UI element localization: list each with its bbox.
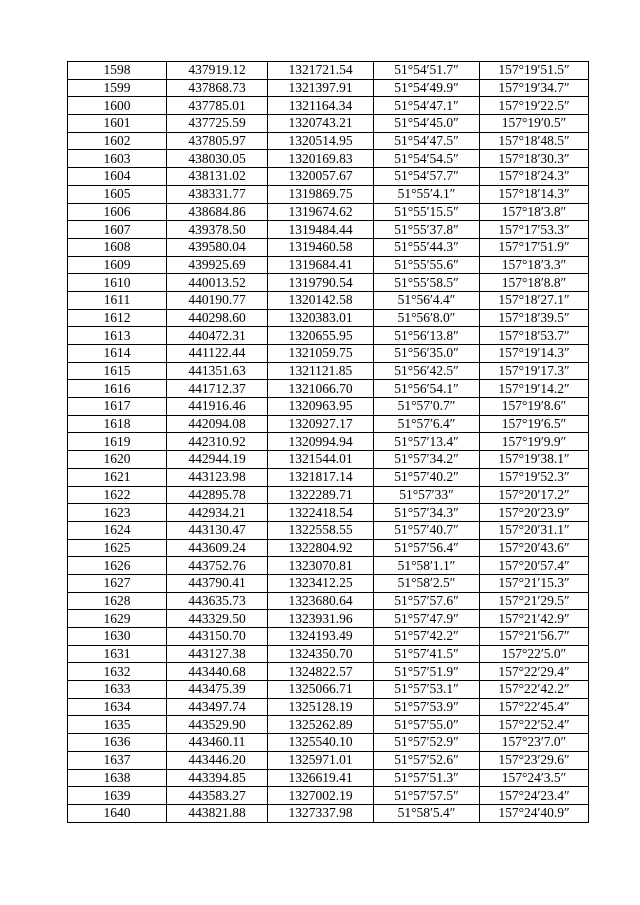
coordinates-table: [67, 61, 589, 823]
latitude-cell: 51°57′53.1″: [374, 681, 480, 699]
point-number-cell: 1631: [68, 645, 167, 663]
y-coordinate-cell: 1320927.17: [268, 415, 374, 433]
y-coordinate-cell: 1324822.57: [268, 663, 374, 681]
latitude-cell: 51°56′13.8″: [374, 327, 480, 345]
table-row: [68, 486, 589, 504]
point-number-cell: 1628: [68, 592, 167, 610]
y-coordinate-cell: 1319674.62: [268, 203, 374, 221]
longitude-cell: 157°19′0.5″: [480, 115, 589, 133]
y-coordinate-cell: 1321164.34: [268, 97, 374, 115]
longitude-cell: 157°19′22.5″: [480, 97, 589, 115]
longitude-cell: 157°19′34.7″: [480, 79, 589, 97]
y-coordinate-cell: 1320142.58: [268, 291, 374, 309]
y-coordinate-cell: 1323680.64: [268, 592, 374, 610]
y-coordinate-cell: 1319460.58: [268, 238, 374, 256]
y-coordinate-cell: 1324350.70: [268, 645, 374, 663]
latitude-cell: 51°57′57.6″: [374, 592, 480, 610]
y-coordinate-cell: 1327002.19: [268, 787, 374, 805]
point-number-cell: 1639: [68, 787, 167, 805]
latitude-cell: 51°56′35.0″: [374, 345, 480, 363]
longitude-cell: 157°17′53.3″: [480, 221, 589, 239]
y-coordinate-cell: 1320169.83: [268, 150, 374, 168]
latitude-cell: 51°57′53.9″: [374, 698, 480, 716]
x-coordinate-cell: 443127.38: [167, 645, 268, 663]
table-row: [68, 521, 589, 539]
longitude-cell: 157°18′27.1″: [480, 291, 589, 309]
point-number-cell: 1623: [68, 504, 167, 522]
longitude-cell: 157°22′5.0″: [480, 645, 589, 663]
x-coordinate-cell: 443790.41: [167, 574, 268, 592]
longitude-cell: 157°21′56.7″: [480, 628, 589, 646]
point-number-cell: 1599: [68, 79, 167, 97]
point-number-cell: 1598: [68, 62, 167, 80]
longitude-cell: 157°18′24.3″: [480, 168, 589, 186]
x-coordinate-cell: 441351.63: [167, 362, 268, 380]
x-coordinate-cell: 443440.68: [167, 663, 268, 681]
x-coordinate-cell: 443497.74: [167, 698, 268, 716]
longitude-cell: 157°17′51.9″: [480, 238, 589, 256]
point-number-cell: 1607: [68, 221, 167, 239]
x-coordinate-cell: 442094.08: [167, 415, 268, 433]
point-number-cell: 1640: [68, 804, 167, 822]
latitude-cell: 51°54′51.7″: [374, 62, 480, 80]
point-number-cell: 1632: [68, 663, 167, 681]
point-number-cell: 1602: [68, 132, 167, 150]
point-number-cell: 1620: [68, 451, 167, 469]
latitude-cell: 51°55′37.8″: [374, 221, 480, 239]
table-row: [68, 734, 589, 752]
point-number-cell: 1603: [68, 150, 167, 168]
point-number-cell: 1629: [68, 610, 167, 628]
x-coordinate-cell: 442934.21: [167, 504, 268, 522]
latitude-cell: 51°57′40.7″: [374, 521, 480, 539]
x-coordinate-cell: 443752.76: [167, 557, 268, 575]
table-row: [68, 769, 589, 787]
latitude-cell: 51°57′47.9″: [374, 610, 480, 628]
table-row: [68, 221, 589, 239]
latitude-cell: 51°58′1.1″: [374, 557, 480, 575]
x-coordinate-cell: 438030.05: [167, 150, 268, 168]
longitude-cell: 157°21′42.9″: [480, 610, 589, 628]
y-coordinate-cell: 1319869.75: [268, 185, 374, 203]
y-coordinate-cell: 1319484.44: [268, 221, 374, 239]
latitude-cell: 51°57′41.5″: [374, 645, 480, 663]
y-coordinate-cell: 1320383.01: [268, 309, 374, 327]
table-row: [68, 557, 589, 575]
table-row: [68, 362, 589, 380]
point-number-cell: 1604: [68, 168, 167, 186]
y-coordinate-cell: 1322418.54: [268, 504, 374, 522]
longitude-cell: 157°24′23.4″: [480, 787, 589, 805]
longitude-cell: 157°18′14.3″: [480, 185, 589, 203]
x-coordinate-cell: 440472.31: [167, 327, 268, 345]
y-coordinate-cell: 1321066.70: [268, 380, 374, 398]
y-coordinate-cell: 1320655.95: [268, 327, 374, 345]
point-number-cell: 1637: [68, 751, 167, 769]
y-coordinate-cell: 1324193.49: [268, 628, 374, 646]
table-row: [68, 256, 589, 274]
table-row: [68, 398, 589, 416]
x-coordinate-cell: 443150.70: [167, 628, 268, 646]
longitude-cell: 157°23′7.0″: [480, 734, 589, 752]
point-number-cell: 1638: [68, 769, 167, 787]
longitude-cell: 157°18′30.3″: [480, 150, 589, 168]
y-coordinate-cell: 1320514.95: [268, 132, 374, 150]
table-row: [68, 380, 589, 398]
y-coordinate-cell: 1321059.75: [268, 345, 374, 363]
longitude-cell: 157°19′14.3″: [480, 345, 589, 363]
x-coordinate-cell: 442895.78: [167, 486, 268, 504]
latitude-cell: 51°57′34.3″: [374, 504, 480, 522]
table-row: [68, 327, 589, 345]
latitude-cell: 51°57′34.2″: [374, 451, 480, 469]
x-coordinate-cell: 440190.77: [167, 291, 268, 309]
longitude-cell: 157°18′39.5″: [480, 309, 589, 327]
point-number-cell: 1621: [68, 468, 167, 486]
x-coordinate-cell: 443123.98: [167, 468, 268, 486]
x-coordinate-cell: 437805.97: [167, 132, 268, 150]
x-coordinate-cell: 442944.19: [167, 451, 268, 469]
table-row: [68, 716, 589, 734]
table-row: [68, 681, 589, 699]
latitude-cell: 51°57′13.4″: [374, 433, 480, 451]
latitude-cell: 51°55′58.5″: [374, 274, 480, 292]
y-coordinate-cell: 1320963.95: [268, 398, 374, 416]
y-coordinate-cell: 1325540.10: [268, 734, 374, 752]
longitude-cell: 157°18′53.7″: [480, 327, 589, 345]
y-coordinate-cell: 1325971.01: [268, 751, 374, 769]
latitude-cell: 51°57′42.2″: [374, 628, 480, 646]
table-row: [68, 663, 589, 681]
point-number-cell: 1611: [68, 291, 167, 309]
coordinates-table-body: [68, 62, 589, 823]
x-coordinate-cell: 438331.77: [167, 185, 268, 203]
latitude-cell: 51°57′56.4″: [374, 539, 480, 557]
longitude-cell: 157°18′3.8″: [480, 203, 589, 221]
y-coordinate-cell: 1321121.85: [268, 362, 374, 380]
longitude-cell: 157°19′14.2″: [480, 380, 589, 398]
latitude-cell: 51°57′6.4″: [374, 415, 480, 433]
y-coordinate-cell: 1322558.55: [268, 521, 374, 539]
longitude-cell: 157°24′40.9″: [480, 804, 589, 822]
point-number-cell: 1612: [68, 309, 167, 327]
latitude-cell: 51°57′57.5″: [374, 787, 480, 805]
y-coordinate-cell: 1325128.19: [268, 698, 374, 716]
y-coordinate-cell: 1326619.41: [268, 769, 374, 787]
table-row: [68, 451, 589, 469]
x-coordinate-cell: 443460.11: [167, 734, 268, 752]
x-coordinate-cell: 439925.69: [167, 256, 268, 274]
table-row: [68, 698, 589, 716]
longitude-cell: 157°20′17.2″: [480, 486, 589, 504]
table-row: [68, 787, 589, 805]
table-row: [68, 592, 589, 610]
point-number-cell: 1610: [68, 274, 167, 292]
latitude-cell: 51°57′55.0″: [374, 716, 480, 734]
table-row: [68, 115, 589, 133]
longitude-cell: 157°22′29.4″: [480, 663, 589, 681]
latitude-cell: 51°55′15.5″: [374, 203, 480, 221]
table-row: [68, 610, 589, 628]
point-number-cell: 1627: [68, 574, 167, 592]
longitude-cell: 157°23′29.6″: [480, 751, 589, 769]
longitude-cell: 157°19′51.5″: [480, 62, 589, 80]
x-coordinate-cell: 441712.37: [167, 380, 268, 398]
x-coordinate-cell: 443130.47: [167, 521, 268, 539]
y-coordinate-cell: 1323412.25: [268, 574, 374, 592]
latitude-cell: 51°56′42.5″: [374, 362, 480, 380]
table-row: [68, 150, 589, 168]
table-row: [68, 468, 589, 486]
x-coordinate-cell: 443583.27: [167, 787, 268, 805]
latitude-cell: 51°54′49.9″: [374, 79, 480, 97]
x-coordinate-cell: 437868.73: [167, 79, 268, 97]
x-coordinate-cell: 443609.24: [167, 539, 268, 557]
point-number-cell: 1619: [68, 433, 167, 451]
longitude-cell: 157°20′57.4″: [480, 557, 589, 575]
table-row: [68, 274, 589, 292]
latitude-cell: 51°55′55.6″: [374, 256, 480, 274]
longitude-cell: 157°22′52.4″: [480, 716, 589, 734]
latitude-cell: 51°56′4.4″: [374, 291, 480, 309]
y-coordinate-cell: 1321721.54: [268, 62, 374, 80]
table-row: [68, 238, 589, 256]
x-coordinate-cell: 443529.90: [167, 716, 268, 734]
point-number-cell: 1614: [68, 345, 167, 363]
longitude-cell: 157°19′6.5″: [480, 415, 589, 433]
table-row: [68, 62, 589, 80]
longitude-cell: 157°18′8.8″: [480, 274, 589, 292]
latitude-cell: 51°54′57.7″: [374, 168, 480, 186]
table-row: [68, 79, 589, 97]
longitude-cell: 157°21′29.5″: [480, 592, 589, 610]
latitude-cell: 51°57′40.2″: [374, 468, 480, 486]
x-coordinate-cell: 437725.59: [167, 115, 268, 133]
longitude-cell: 157°20′23.9″: [480, 504, 589, 522]
y-coordinate-cell: 1325066.71: [268, 681, 374, 699]
point-number-cell: 1608: [68, 238, 167, 256]
y-coordinate-cell: 1320994.94: [268, 433, 374, 451]
table-row: [68, 345, 589, 363]
longitude-cell: 157°19′38.1″: [480, 451, 589, 469]
y-coordinate-cell: 1320743.21: [268, 115, 374, 133]
x-coordinate-cell: 437785.01: [167, 97, 268, 115]
latitude-cell: 51°57′0.7″: [374, 398, 480, 416]
longitude-cell: 157°18′48.5″: [480, 132, 589, 150]
table-row: [68, 433, 589, 451]
table-row: [68, 804, 589, 822]
x-coordinate-cell: 439378.50: [167, 221, 268, 239]
latitude-cell: 51°58′2.5″: [374, 574, 480, 592]
table-row: [68, 645, 589, 663]
longitude-cell: 157°18′3.3″: [480, 256, 589, 274]
x-coordinate-cell: 443394.85: [167, 769, 268, 787]
y-coordinate-cell: 1323070.81: [268, 557, 374, 575]
x-coordinate-cell: 440298.60: [167, 309, 268, 327]
x-coordinate-cell: 440013.52: [167, 274, 268, 292]
longitude-cell: 157°19′9.9″: [480, 433, 589, 451]
y-coordinate-cell: 1323931.96: [268, 610, 374, 628]
y-coordinate-cell: 1325262.89: [268, 716, 374, 734]
point-number-cell: 1635: [68, 716, 167, 734]
y-coordinate-cell: 1320057.67: [268, 168, 374, 186]
table-row: [68, 97, 589, 115]
table-row: [68, 751, 589, 769]
latitude-cell: 51°57′51.3″: [374, 769, 480, 787]
table-row: [68, 504, 589, 522]
latitude-cell: 51°58′5.4″: [374, 804, 480, 822]
longitude-cell: 157°24′3.5″: [480, 769, 589, 787]
point-number-cell: 1600: [68, 97, 167, 115]
longitude-cell: 157°22′45.4″: [480, 698, 589, 716]
table-row: [68, 185, 589, 203]
point-number-cell: 1615: [68, 362, 167, 380]
point-number-cell: 1618: [68, 415, 167, 433]
latitude-cell: 51°54′54.5″: [374, 150, 480, 168]
y-coordinate-cell: 1322804.92: [268, 539, 374, 557]
x-coordinate-cell: 441122.44: [167, 345, 268, 363]
latitude-cell: 51°57′52.6″: [374, 751, 480, 769]
point-number-cell: 1616: [68, 380, 167, 398]
point-number-cell: 1605: [68, 185, 167, 203]
y-coordinate-cell: 1319684.41: [268, 256, 374, 274]
x-coordinate-cell: 438684.86: [167, 203, 268, 221]
x-coordinate-cell: 441916.46: [167, 398, 268, 416]
latitude-cell: 51°56′8.0″: [374, 309, 480, 327]
latitude-cell: 51°55′44.3″: [374, 238, 480, 256]
y-coordinate-cell: 1321397.91: [268, 79, 374, 97]
x-coordinate-cell: 443475.39: [167, 681, 268, 699]
point-number-cell: 1617: [68, 398, 167, 416]
point-number-cell: 1630: [68, 628, 167, 646]
y-coordinate-cell: 1322289.71: [268, 486, 374, 504]
longitude-cell: 157°19′52.3″: [480, 468, 589, 486]
latitude-cell: 51°54′47.1″: [374, 97, 480, 115]
table-row: [68, 203, 589, 221]
y-coordinate-cell: 1321544.01: [268, 451, 374, 469]
table-row: [68, 291, 589, 309]
point-number-cell: 1622: [68, 486, 167, 504]
table-row: [68, 168, 589, 186]
x-coordinate-cell: 437919.12: [167, 62, 268, 80]
x-coordinate-cell: 439580.04: [167, 238, 268, 256]
longitude-cell: 157°22′42.2″: [480, 681, 589, 699]
longitude-cell: 157°21′15.3″: [480, 574, 589, 592]
x-coordinate-cell: 443635.73: [167, 592, 268, 610]
point-number-cell: 1609: [68, 256, 167, 274]
point-number-cell: 1636: [68, 734, 167, 752]
longitude-cell: 157°20′31.1″: [480, 521, 589, 539]
point-number-cell: 1613: [68, 327, 167, 345]
x-coordinate-cell: 438131.02: [167, 168, 268, 186]
point-number-cell: 1626: [68, 557, 167, 575]
latitude-cell: 51°55′4.1″: [374, 185, 480, 203]
latitude-cell: 51°54′45.0″: [374, 115, 480, 133]
latitude-cell: 51°56′54.1″: [374, 380, 480, 398]
latitude-cell: 51°54′47.5″: [374, 132, 480, 150]
x-coordinate-cell: 443446.20: [167, 751, 268, 769]
point-number-cell: 1601: [68, 115, 167, 133]
longitude-cell: 157°19′17.3″: [480, 362, 589, 380]
point-number-cell: 1624: [68, 521, 167, 539]
longitude-cell: 157°20′43.6″: [480, 539, 589, 557]
table-row: [68, 574, 589, 592]
y-coordinate-cell: 1327337.98: [268, 804, 374, 822]
table-row: [68, 415, 589, 433]
table-row: [68, 539, 589, 557]
point-number-cell: 1625: [68, 539, 167, 557]
latitude-cell: 51°57′51.9″: [374, 663, 480, 681]
table-row: [68, 628, 589, 646]
table-row: [68, 309, 589, 327]
latitude-cell: 51°57′33″: [374, 486, 480, 504]
x-coordinate-cell: 443329.50: [167, 610, 268, 628]
longitude-cell: 157°19′8.6″: [480, 398, 589, 416]
table-row: [68, 132, 589, 150]
latitude-cell: 51°57′52.9″: [374, 734, 480, 752]
point-number-cell: 1634: [68, 698, 167, 716]
x-coordinate-cell: 443821.88: [167, 804, 268, 822]
point-number-cell: 1606: [68, 203, 167, 221]
y-coordinate-cell: 1319790.54: [268, 274, 374, 292]
y-coordinate-cell: 1321817.14: [268, 468, 374, 486]
point-number-cell: 1633: [68, 681, 167, 699]
x-coordinate-cell: 442310.92: [167, 433, 268, 451]
